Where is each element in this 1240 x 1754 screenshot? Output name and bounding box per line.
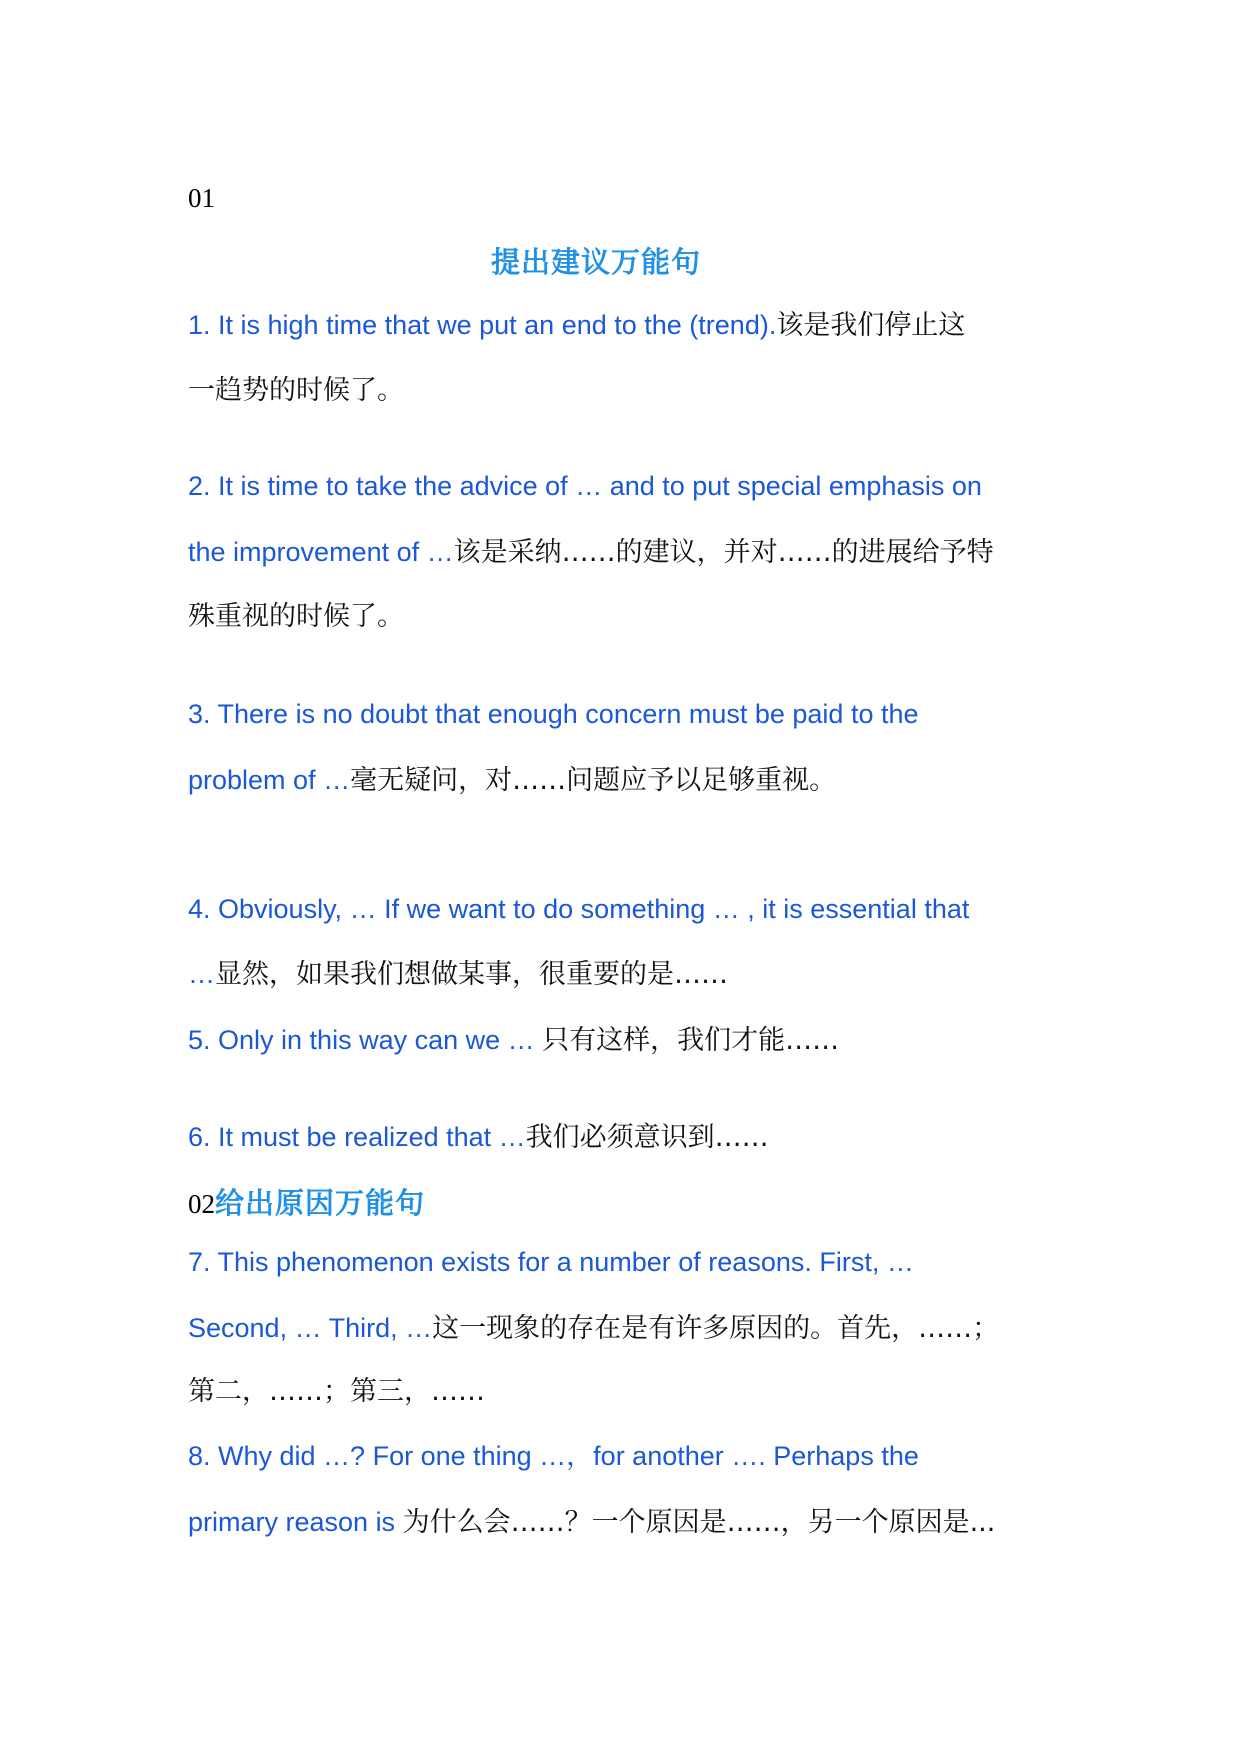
sentence-line <box>188 374 404 407</box>
chinese-text: 该是我们停止这 <box>776 310 966 341</box>
chinese-text: 显然，如果我们想做某事，很重要的是…… <box>215 959 728 990</box>
english-text: 6. It must be realized that … <box>188 1122 526 1152</box>
english-text: the improvement of … <box>188 537 454 567</box>
english-text: 5. Only in this way can we … <box>188 1025 543 1055</box>
chinese-text: 只有这样，我们才能…… <box>542 1025 840 1056</box>
sentence-line <box>188 1024 839 1057</box>
english-text: 2. It is time to take the advice of … and to put special emphasis on <box>188 471 982 501</box>
chinese-text: 这一现象的存在是有许多原因的。首先，……； <box>432 1313 1000 1344</box>
sentence-line <box>188 764 836 797</box>
sentence-line <box>188 893 969 926</box>
english-text: 1. It is high time that we put an end to the (trend). <box>188 310 777 340</box>
sentence-line <box>188 1312 999 1345</box>
english-text: 3. There is no doubt that enough concern must be paid to the <box>188 699 919 729</box>
sentence-line <box>188 1121 769 1154</box>
chinese-text: 为什么会……？一个原因是……，另一个原因是... <box>402 1507 996 1538</box>
chinese-text: 该是采纳……的建议，并对……的进展给予特 <box>453 537 994 568</box>
sentence-line <box>188 600 404 633</box>
section-title: 给出原因万能句 <box>215 1186 426 1220</box>
chinese-text: 毫无疑问，对……问题应予以足够重视。 <box>350 765 837 796</box>
section-heading <box>188 1181 425 1222</box>
sentence-line <box>188 1375 485 1408</box>
sentence-line <box>188 1440 919 1473</box>
sentence-line <box>188 958 728 991</box>
sentence-line <box>188 536 994 569</box>
sentence-line <box>188 698 919 731</box>
english-text: 4. Obviously, … If we want to do something … , it is essential that <box>188 894 970 924</box>
english-text: Second, … Third, … <box>188 1313 433 1343</box>
english-text: problem of … <box>188 765 351 795</box>
english-text: primary reason is <box>188 1507 403 1537</box>
chinese-text: 一趋势的时候了。 <box>188 375 404 406</box>
english-text: … <box>188 959 215 989</box>
section-title: 提出建议万能句 <box>490 245 701 279</box>
section-number: 01 <box>188 183 215 213</box>
section-number: 02 <box>188 1189 215 1219</box>
chinese-text: 殊重视的时候了。 <box>188 601 404 632</box>
english-text: 7. This phenomenon exists for a number of reasons. First, … <box>188 1247 914 1277</box>
sentence-line <box>188 1506 995 1539</box>
chinese-text: 我们必须意识到…… <box>525 1122 769 1153</box>
chinese-text: 第二，……；第三，…… <box>188 1376 485 1407</box>
sentence-line <box>188 309 965 342</box>
english-text: 8. Why did …? For one thing …，for another …. Perhaps the <box>188 1441 919 1471</box>
sentence-line <box>188 470 982 503</box>
sentence-line <box>188 1246 914 1279</box>
